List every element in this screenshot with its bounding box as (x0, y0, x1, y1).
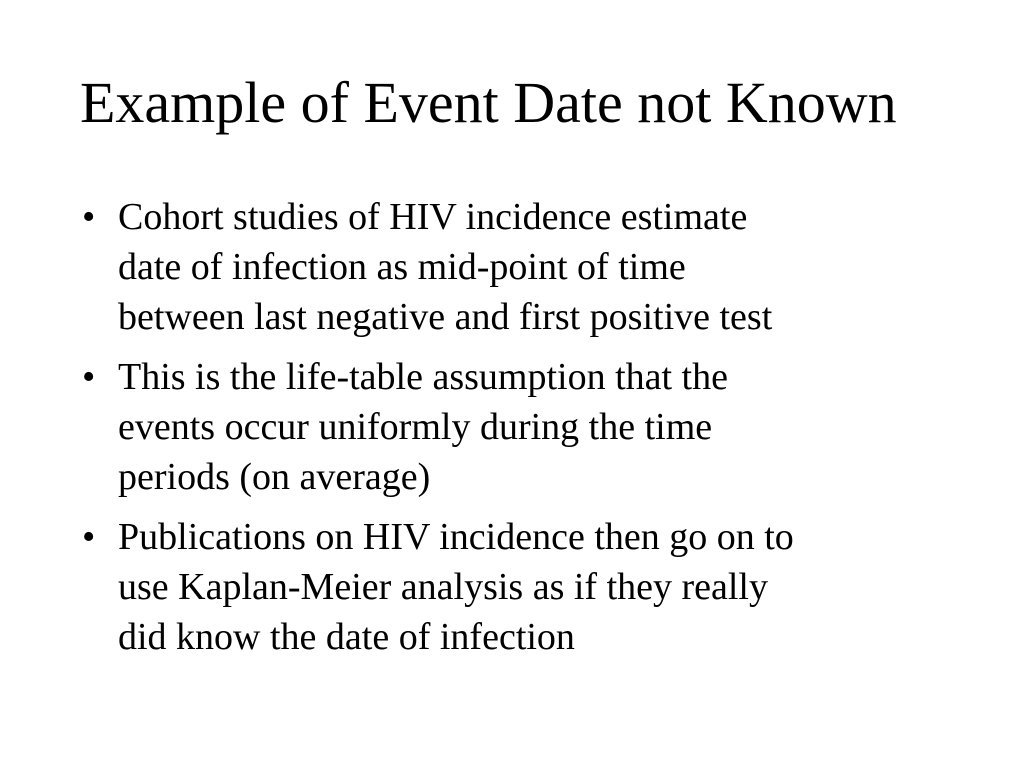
bullet-text-line: Publications on HIV incidence then go on to (118, 516, 794, 558)
bullet-list (80, 192, 960, 672)
bullet-text-line: date of infection as mid-point of time (118, 246, 686, 288)
bullet-item (80, 192, 960, 342)
bullet-text-line: did know the date of infection (118, 616, 575, 658)
bullet-icon: • (82, 356, 96, 398)
bullet-icon: • (82, 516, 96, 558)
bullet-icon: • (82, 196, 96, 238)
bullet-text-line: Cohort studies of HIV incidence estimate (118, 196, 748, 238)
bullet-text-line: use Kaplan-Meier analysis as if they really (118, 566, 768, 608)
bullet-item (80, 352, 960, 502)
slide-title: Example of Event Date not Known (80, 70, 897, 135)
bullet-text-line: This is the life-table assumption that the (118, 356, 728, 398)
bullet-text-line: periods (on average) (118, 456, 431, 498)
bullet-item (80, 512, 960, 662)
bullet-text-line: between last negative and first positive test (118, 296, 773, 338)
bullet-text-line: events occur uniformly during the time (118, 406, 713, 448)
